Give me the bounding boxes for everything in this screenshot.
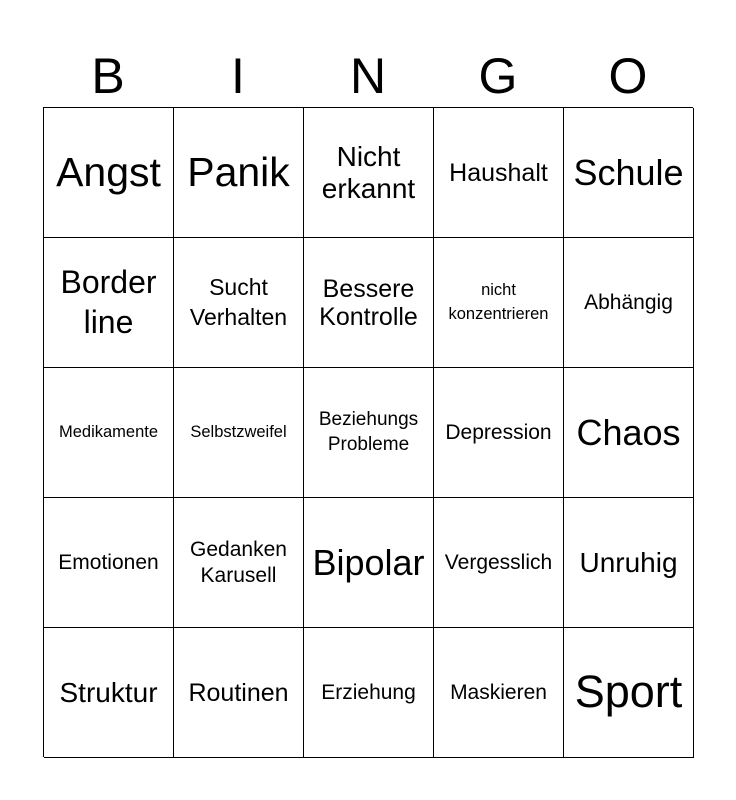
bingo-cell[interactable] (304, 368, 434, 498)
cell-text: Nicht erkannt (321, 140, 416, 204)
bingo-cell[interactable] (44, 628, 174, 758)
bingo-cell[interactable] (564, 108, 694, 238)
bingo-cell[interactable] (564, 498, 694, 628)
bingo-cell[interactable] (174, 628, 304, 758)
bingo-cell[interactable] (174, 368, 304, 498)
cell-text: Routinen (188, 678, 289, 707)
cell-text: Depression (445, 420, 552, 444)
cell-text: Chaos (576, 411, 681, 453)
cell-text: Panik (187, 148, 290, 195)
cell-text: Angst (56, 148, 161, 195)
bingo-cell[interactable] (304, 628, 434, 758)
bingo-cell[interactable] (564, 628, 694, 758)
bingo-cell[interactable] (44, 108, 174, 238)
bingo-cell[interactable] (434, 108, 564, 238)
bingo-cell[interactable] (44, 238, 174, 368)
cell-text: Bipolar (312, 541, 425, 583)
header-letter-n: N (349, 48, 387, 104)
cell-text: Haushalt (449, 158, 548, 187)
header-letter-i: I (231, 48, 245, 104)
cell-text: Struktur (59, 676, 158, 708)
cell-text: Maskieren (450, 680, 547, 704)
cell-text: Border line (60, 264, 157, 340)
bingo-cell[interactable] (564, 368, 694, 498)
bingo-cell[interactable] (434, 238, 564, 368)
cell-text: Medikamente (58, 422, 159, 441)
bingo-cell[interactable] (434, 628, 564, 758)
cell-text: Unruhig (579, 546, 678, 578)
cell-text: Sport (574, 666, 683, 718)
bingo-cell[interactable] (304, 498, 434, 628)
bingo-cell[interactable] (174, 108, 304, 238)
cell-text: Vergesslich (444, 550, 553, 574)
cell-text: Abhängig (584, 290, 673, 314)
bingo-cell[interactable] (174, 498, 304, 628)
bingo-cell[interactable] (434, 368, 564, 498)
cell-text: Selbstzweifel (190, 422, 287, 441)
bingo-header (43, 44, 693, 108)
bingo-cell[interactable] (304, 238, 434, 368)
header-letter-b: B (91, 48, 125, 104)
cell-text: nicht konzentrieren (448, 281, 549, 323)
header-letter-g: G (478, 48, 518, 104)
bingo-grid (43, 107, 693, 757)
cell-text: Gedanken Karusell (190, 538, 287, 587)
header-letter-o: O (608, 48, 648, 104)
cell-text: Schule (573, 151, 684, 193)
bingo-cell[interactable] (174, 238, 304, 368)
bingo-cell[interactable] (44, 368, 174, 498)
cell-text: Erziehung (321, 680, 416, 704)
cell-text: Emotionen (58, 550, 159, 574)
cell-text: Bessere Kontrolle (319, 274, 418, 331)
bingo-cell[interactable] (564, 238, 694, 368)
cell-text: Beziehungs Probleme (318, 408, 419, 455)
bingo-cell[interactable] (44, 498, 174, 628)
cell-text: Sucht Verhalten (189, 273, 288, 330)
bingo-cell[interactable] (304, 108, 434, 238)
bingo-cell[interactable] (434, 498, 564, 628)
